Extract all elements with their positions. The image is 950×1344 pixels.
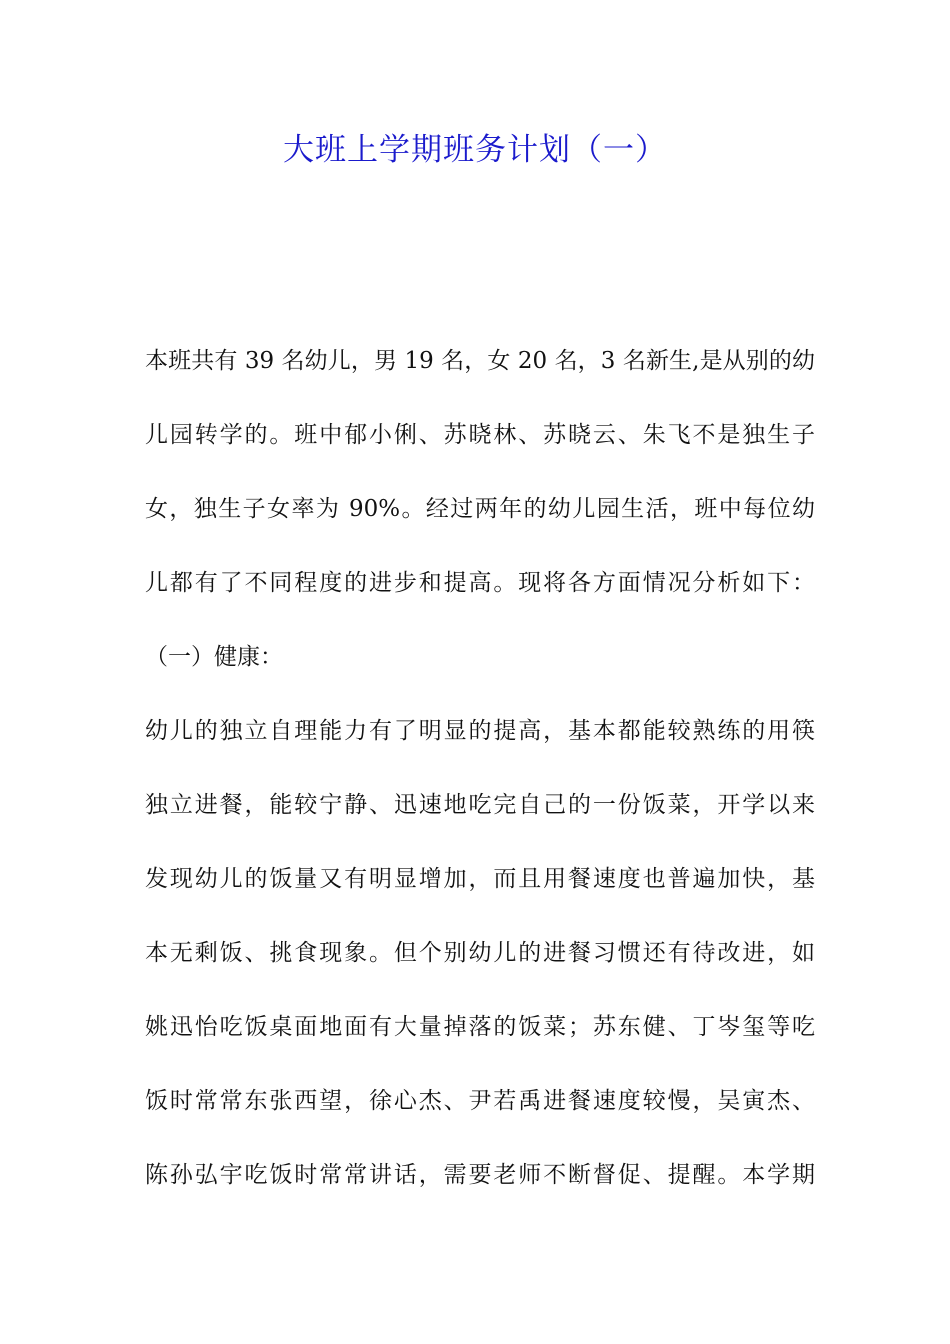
body-line: 儿园转学的。班中郁小俐、苏晓林、苏晓云、朱飞不是独生子	[145, 422, 815, 448]
document-title: 大班上学期班务计划（一）	[283, 132, 667, 168]
body-line: 饭时常常东张西望，徐心杰、尹若禹进餐速度较慢，吴寅杰、	[145, 1088, 815, 1114]
body-line: 发现幼儿的饭量又有明显增加，而且用餐速度也普遍加快，基	[145, 866, 815, 892]
body-line: 姚迅怡吃饭桌面地面有大量掉落的饭菜；苏东健、丁岑玺等吃	[145, 1014, 815, 1040]
body-line: 本无剩饭、挑食现象。但个别幼儿的进餐习惯还有待改进，如	[145, 940, 815, 966]
body-line: 儿都有了不同程度的进步和提高。现将各方面情况分析如下：	[145, 570, 815, 596]
body-line: 女，独生子女率为 90%。经过两年的幼儿园生活，班中每位幼	[145, 496, 815, 522]
section-heading: （一）健康：	[145, 644, 283, 670]
body-line: 独立进餐，能较宁静、迅速地吃完自己的一份饭菜，开学以来	[145, 792, 815, 818]
body-line: 幼儿的独立自理能力有了明显的提高，基本都能较熟练的用筷	[145, 718, 815, 744]
document-body	[145, 335, 815, 1223]
body-line: 陈孙弘宇吃饭时常常讲话，需要老师不断督促、提醒。本学期	[145, 1162, 815, 1188]
body-line: 本班共有 39 名幼儿，男 19 名，女 20 名，3 名新生,是从别的幼	[145, 348, 815, 374]
